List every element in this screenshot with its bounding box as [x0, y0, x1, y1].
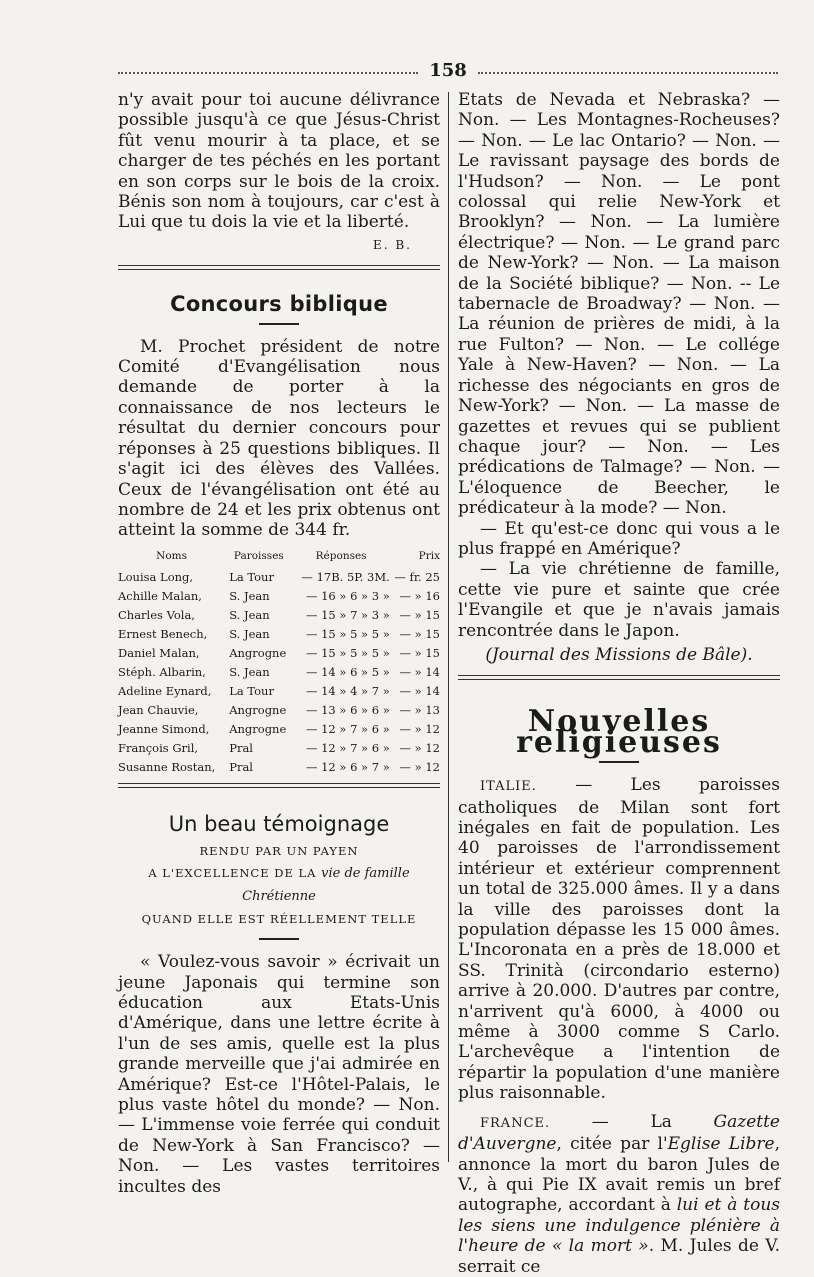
- temoignage-sub3: QUAND ELLE EST RÉELLEMENT TELLE: [141, 912, 417, 927]
- title-dash: [259, 938, 299, 940]
- temoignage-title: Un beau témoignage: [168, 811, 390, 836]
- temoignage-answer: — La vie chrétienne de famille, cette vie pure et sainte que crée l'Evangile et que je n'avais jamais rencontrée dans le Japon.: [458, 559, 780, 641]
- prize-amount: — fr. 25: [394, 569, 440, 584]
- prize-row: [118, 739, 440, 758]
- france-text-3: , annonce la mort du baron Jules de V., à qui Pie IX avait remis un bref autographe, accordant à: [458, 1134, 780, 1216]
- page-header: [118, 60, 778, 84]
- header-ornament-left: [118, 72, 418, 78]
- prize-name: Jeanne Simond,: [118, 721, 210, 736]
- france-text-4: . M. Jules de V. serrait ce: [458, 1236, 781, 1277]
- prize-amount: — » 12: [399, 721, 440, 736]
- prize-row: [118, 701, 440, 720]
- prize-amount: — » 12: [399, 740, 440, 755]
- section-rule: [458, 675, 780, 680]
- concours-body: M. Prochet président de notre Comité d'Evangélisation nous demande de porter à la connaissance de nos lecteurs le résultat du dernier concours pour réponses à 25 questions bibliques. Il s'agit ici des élèves des Vallées. Ceux de l'évangélisation ont été au nombre de 24 et les prix obtenus ont atteint la somme de 344 fr.: [118, 336, 440, 541]
- prize-parish: Angrogne: [229, 645, 287, 660]
- france-text-2: , citée par l': [556, 1134, 668, 1155]
- prize-amount: — » 14: [399, 664, 440, 679]
- france-gazette: Gazette d'Auvergne: [458, 1111, 780, 1155]
- header-prix: Prix: [418, 549, 440, 562]
- prize-answers: — 16 » 6 » 3 »: [305, 588, 390, 603]
- prize-answers: — 12 » 7 » 6 »: [305, 740, 390, 755]
- temoignage-question: — Et qu'est-ce donc qui vous a le plus frappé en Amérique?: [458, 518, 780, 559]
- prize-rows: [118, 568, 440, 777]
- prize-name: Achille Malan,: [118, 588, 202, 603]
- header-ornament-right: [478, 72, 778, 78]
- france-italic: lui et à tous les siens une indulgence plénière à l'heure de « la mort »: [458, 1195, 780, 1257]
- italie-paragraph: [458, 775, 780, 1104]
- prize-answers: — 14 » 4 » 7 »: [305, 683, 390, 698]
- prize-answers: — 15 » 5 » 5 »: [305, 626, 390, 641]
- prize-answers: — 17B. 5P. 3M.: [301, 569, 390, 584]
- prize-row: [118, 758, 440, 777]
- prize-table-header: [118, 547, 440, 568]
- journal-source: (Journal des Missions de Bâle).: [485, 644, 753, 665]
- prize-parish: Angrogne: [229, 721, 287, 736]
- prize-amount: — » 16: [399, 588, 440, 603]
- prize-parish: La Tour: [229, 569, 274, 584]
- prize-name: François Gril,: [118, 740, 199, 755]
- temoignage-sub2-italic: vie de famille Chrétienne: [242, 866, 410, 905]
- page-number: 158: [429, 60, 467, 81]
- prize-parish: Angrogne: [229, 702, 287, 717]
- prize-parish: S. Jean: [229, 626, 270, 641]
- prize-row: [118, 720, 440, 739]
- prize-row: [118, 606, 440, 625]
- prize-row: [118, 663, 440, 682]
- prize-table: [118, 547, 440, 777]
- france-label: FRANCE.: [480, 1115, 551, 1131]
- prize-name: Susanne Rostan,: [118, 759, 216, 774]
- prize-row: [118, 587, 440, 606]
- prize-parish: Pral: [229, 759, 253, 774]
- prize-amount: — » 15: [399, 626, 440, 641]
- prize-row: [118, 568, 440, 587]
- prize-name: Charles Vola,: [118, 607, 195, 622]
- section-rule: [118, 783, 440, 788]
- temoignage-sub2-prefix: A L'EXCELLENCE DE LA: [148, 866, 322, 881]
- prize-parish: La Tour: [229, 683, 274, 698]
- france-paragraph: [458, 1112, 780, 1277]
- prize-row: [118, 682, 440, 701]
- prize-parish: S. Jean: [229, 588, 270, 603]
- prize-row: [118, 625, 440, 644]
- title-dash: [259, 323, 299, 325]
- right-column: [458, 90, 780, 1277]
- intro-paragraph: n'y avait pour toi aucune délivrance possible jusqu'à ce que Jésus-Christ fût venu mourir à ta place, et se charger de tes péchés en les portant en son corps sur le bois de la croix. Bénis son nom à toujours, car c'est à Lui que tu dois la vie et la liberté.: [118, 90, 440, 233]
- prize-name: Jean Chauvie,: [118, 702, 199, 717]
- title-dash: [599, 761, 639, 763]
- prize-answers: — 12 » 6 » 7 »: [305, 759, 390, 774]
- temoignage-body: « Voulez-vous savoir » écrivait un jeune Japonais qui termine son éducation aux Etats-Unis d'Amérique, dans une lettre écrite à l'un de ses amis, quelle est la plus grande merveille que j'ai admirée en Amérique? Est-ce l'Hôtel-Palais, le plus vaste hôtel du monde? — Non. — L'immense voie ferrée qui conduit de New-York à San Francisco? — Non. — Les vastes territoires incultes des: [118, 952, 440, 1197]
- prize-name: Daniel Malan,: [118, 645, 200, 660]
- concours-title: Concours biblique: [170, 292, 388, 317]
- prize-name: Stéph. Albarin,: [118, 664, 206, 679]
- column-divider: [448, 92, 449, 1162]
- prize-amount: — » 12: [399, 759, 440, 774]
- temoignage-sub2: [118, 862, 440, 908]
- prize-answers: — 14 » 6 » 5 »: [305, 664, 390, 679]
- header-noms: Noms: [156, 549, 188, 562]
- france-text-1: — La: [550, 1111, 714, 1132]
- prize-answers: — 15 » 7 » 3 »: [305, 607, 390, 622]
- header-paroisses: Paroisses: [233, 549, 284, 562]
- prize-row: [118, 644, 440, 663]
- temoignage-subtitle: [118, 840, 440, 930]
- prize-name: Louisa Long,: [118, 569, 194, 584]
- section-rule: [118, 265, 440, 270]
- intro-signature: E. B.: [372, 237, 412, 252]
- prize-amount: — » 15: [399, 645, 440, 660]
- temoignage-continued: Etats de Nevada et Nebraska? — Non. — Les Montagnes-Rocheuses? — Non. — Le lac Ontario? — Non. — Le ravissant paysage des bords de l'Hudson? — Non. — Le pont colossal qui relie New-York et Brooklyn? — Non. — La lumière électrique? — Non. — Le grand parc de New-York? — Non. — La maison de la Société biblique? — Non. -- Le tabernacle de Broadway? — Non. — La réunion de prières de midi, à la rue Fulton? — Non. — Le collége Yale à New-Haven? — Non. — La richesse des négociants en gros de New-York? — Non. — La masse de gazettes et revues qui se publient chaque jour? — Non. — Les prédications de Talmage? — Non. — L'éloquence de Beecher, le prédicateur à la mode? — Non.: [458, 90, 780, 519]
- prize-answers: — 13 » 6 » 6 »: [305, 702, 390, 717]
- prize-answers: — 12 » 7 » 6 »: [305, 721, 390, 736]
- prize-answers: — 15 » 5 » 5 »: [305, 645, 390, 660]
- prize-amount: — » 15: [399, 607, 440, 622]
- italie-body: — Les paroisses catholiques de Milan sont fort inégales en fait de population. Les 40 paroisses de l'arrondissement intérieur et extérieur comprennent un total de 325.000 âmes. Il y a dans la ville des paroisses dont la population dépasse les 15 000 âmes. L'Incoronata en a près de 18.000 et SS. Trinità (circondario esterno) arrive à 20.000. D'autres par contre, n'arrivent qu'à 6000, à 4000 ou même à 3000 comme S Carlo. L'archevêque a l'intention de répartir la population d'une manière plus raisonnable.: [458, 775, 780, 1104]
- left-column: [118, 90, 440, 1197]
- prize-name: Ernest Benech,: [118, 626, 208, 641]
- temoignage-sub1: RENDU PAR UN PAYEN: [199, 844, 359, 859]
- prize-parish: S. Jean: [229, 664, 270, 679]
- prize-name: Adeline Eynard,: [118, 683, 212, 698]
- prize-parish: S. Jean: [229, 607, 270, 622]
- prize-amount: — » 14: [399, 683, 440, 698]
- nouvelles-title: Nouvelles religieuses: [516, 704, 722, 760]
- italie-label: ITALIE.: [480, 779, 537, 795]
- header-reponses: Réponses: [315, 549, 367, 562]
- prize-amount: — » 13: [399, 702, 440, 717]
- prize-parish: Pral: [229, 740, 253, 755]
- france-eglise: Eglise Libre: [667, 1134, 775, 1155]
